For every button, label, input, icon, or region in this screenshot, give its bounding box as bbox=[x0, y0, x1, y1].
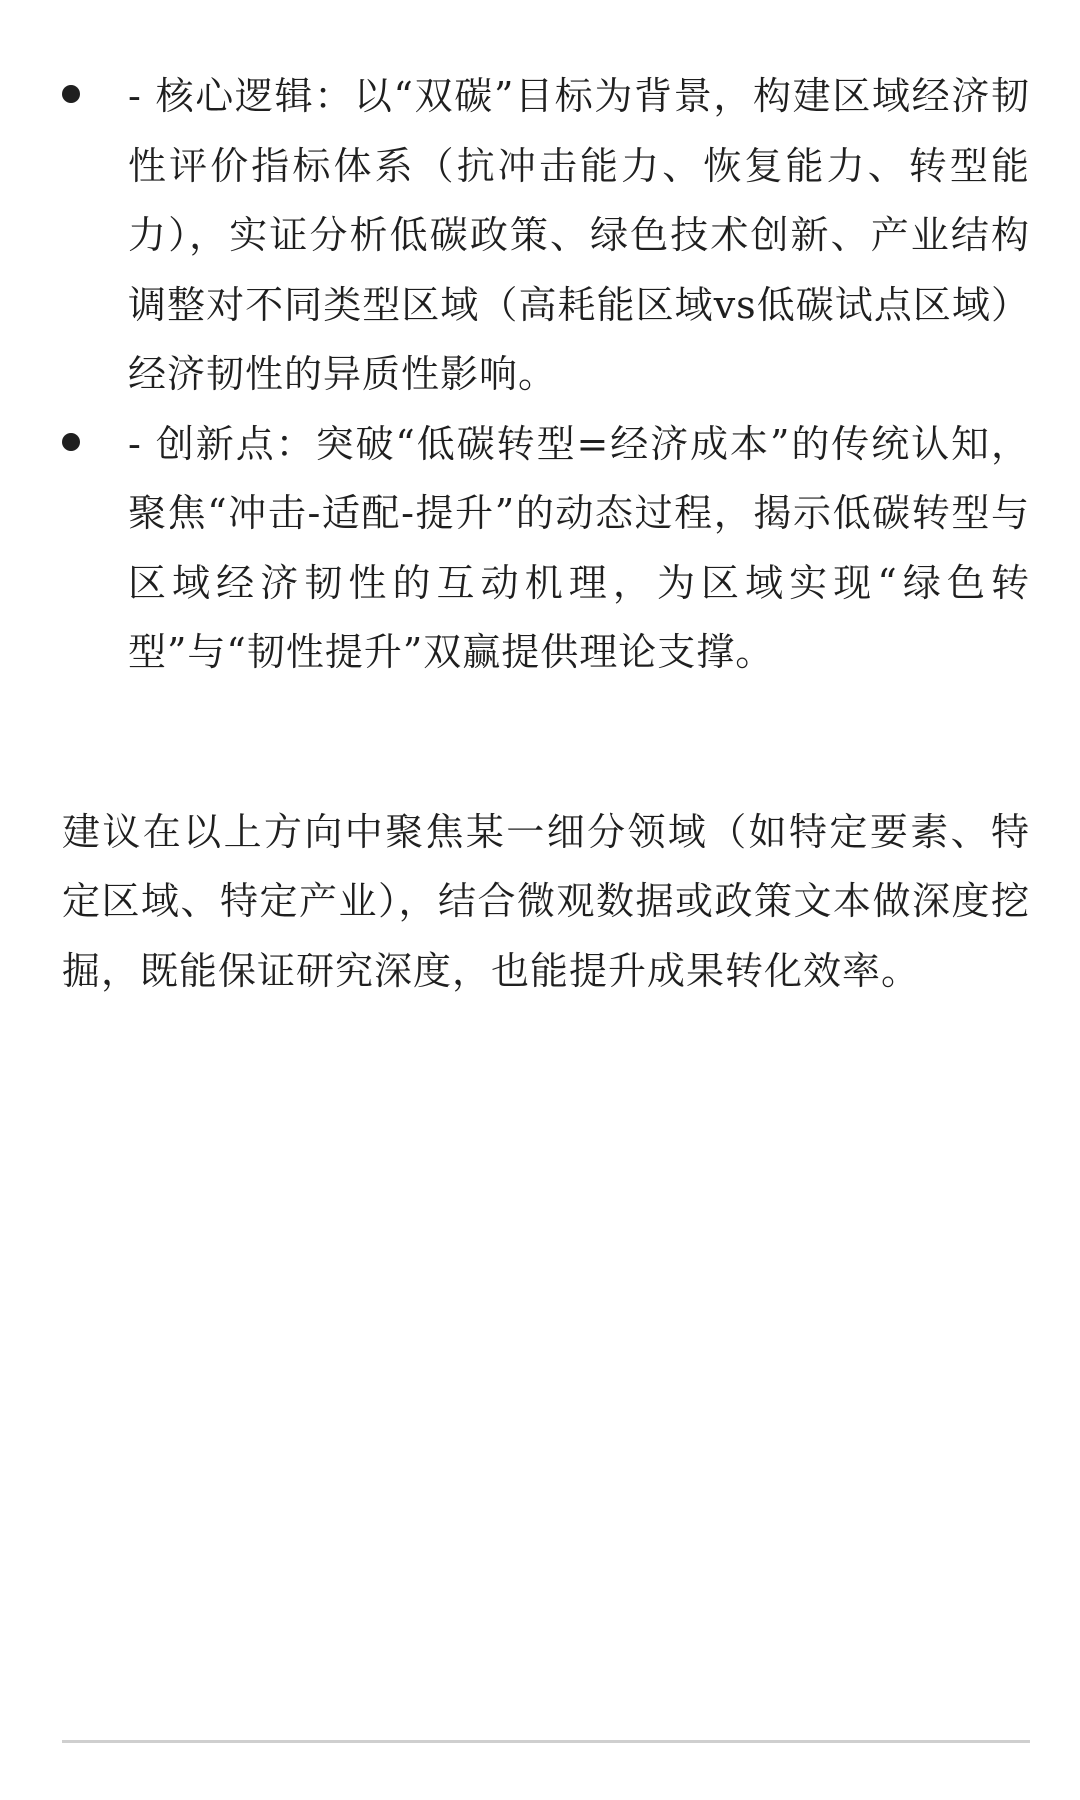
bullet-dot-icon bbox=[62, 85, 80, 103]
list-item-core-logic bbox=[62, 62, 1030, 410]
bullet-list bbox=[62, 62, 1030, 688]
bottom-divider bbox=[62, 1740, 1030, 1743]
bullet-dot-icon bbox=[62, 433, 80, 451]
suggestion-paragraph: 建议在以上方向中聚焦某一细分领域（如特定要素、特定区域、特定产业），结合微观数据或政策文本做深度挖掘，既能保证研究深度，也能提升成果转化效率。 bbox=[62, 809, 1030, 993]
list-item-text: - 核心逻辑：以“双碳”目标为背景，构建区域经济韧性评价指标体系（抗冲击能力、恢复能力、转型能力），实证分析低碳政策、绿色技术创新、产业结构调整对不同类型区域（高耗能区域vs低碳试点区域）经济韧性的异质性影响。 bbox=[128, 74, 1030, 396]
list-item-text: - 创新点：突破“低碳转型=经济成本”的传统认知，聚焦“冲击-适配-提升”的动态过程，揭示低碳转型与区域经济韧性的互动机理，为区域实现“绿色转型”与“韧性提升”双赢提供理论支撑。 bbox=[128, 421, 1030, 674]
document-body bbox=[62, 62, 1030, 1006]
list-item-innovation bbox=[62, 410, 1030, 688]
